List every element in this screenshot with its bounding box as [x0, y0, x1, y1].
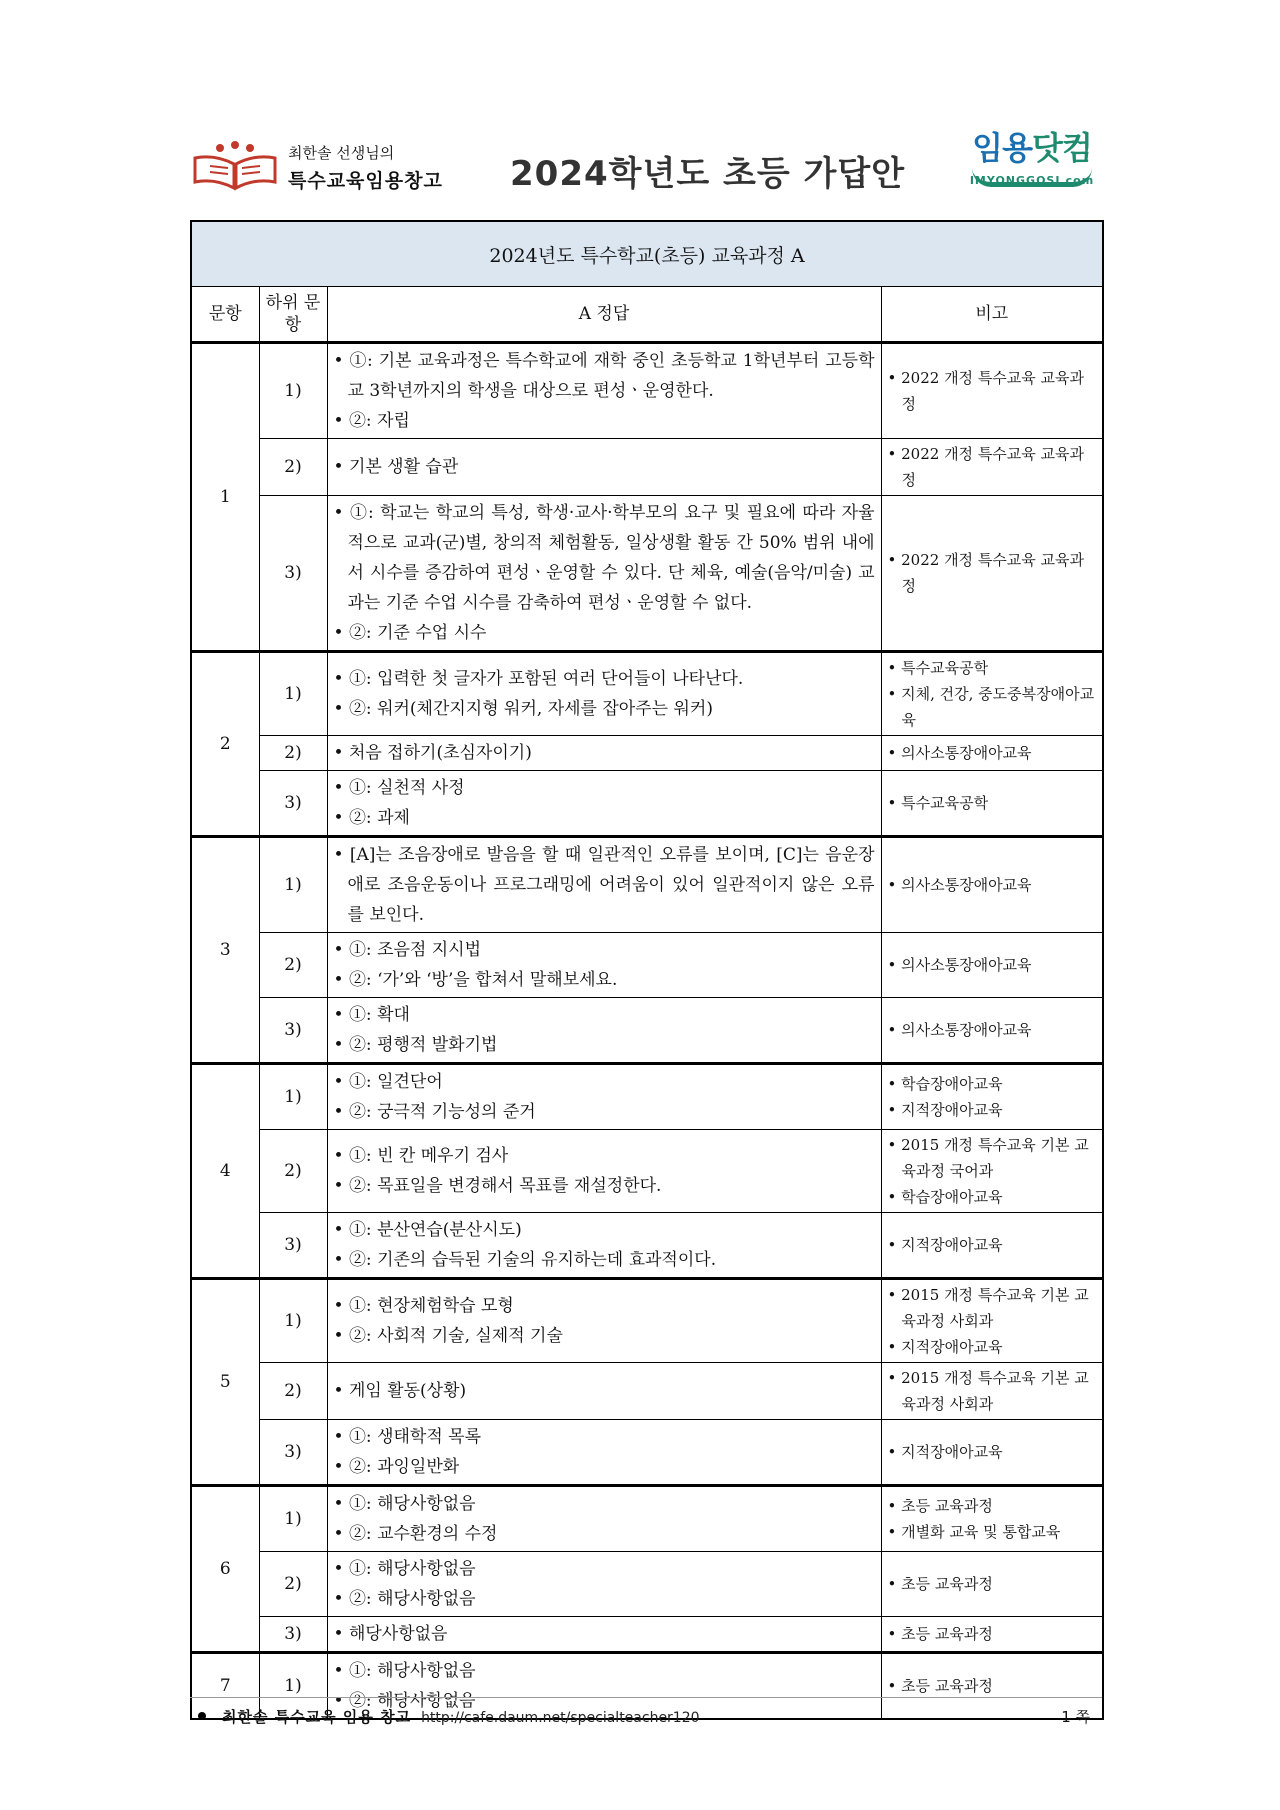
sub-number: 1): [259, 343, 327, 439]
note-item: • 2022 개정 특수교육 교육과정: [887, 551, 1085, 595]
note-cell: [881, 736, 1103, 771]
note-item: • 2015 개정 특수교육 기본 교육과정 사회과: [887, 1286, 1089, 1330]
table-title: 2024년도 특수학교(초등) 교육과정 A: [191, 221, 1103, 287]
note-item: • 특수교육공학: [887, 659, 989, 677]
note-cell: [881, 1486, 1103, 1552]
note-item: • 초등 교육과정: [887, 1677, 993, 1695]
note-cell: [881, 1130, 1103, 1213]
answer-item: • ①: 해당사항없음: [333, 1559, 476, 1579]
answer-cell: [327, 496, 881, 652]
answer-cell: [327, 1064, 881, 1130]
note-cell: [881, 1213, 1103, 1279]
logo-arc-icon: [972, 168, 1092, 187]
answer-cell: [327, 998, 881, 1064]
note-item: • 학습장애아교육: [887, 1075, 1003, 1093]
right-logo-brand-b: 닷컴: [1032, 129, 1092, 167]
right-logo-brand: [962, 130, 1102, 166]
page-number: 1 쪽: [1061, 1708, 1090, 1726]
question-number: 3: [191, 837, 259, 1064]
table-row: [191, 1130, 1103, 1213]
sub-number: 3): [259, 1420, 327, 1486]
table-row: [191, 1363, 1103, 1420]
answer-cell: [327, 1130, 881, 1213]
answer-item: • ②: 기존의 습득된 기술의 유지하는데 효과적이다.: [333, 1250, 717, 1270]
note-item: • 지적장애아교육: [887, 1236, 1003, 1254]
answer-cell: [327, 1363, 881, 1420]
answer-item: • [A]는 조음장애로 발음을 할 때 일관적인 오류를 보이며, [C]는 음운장애로 조음운동이나 프로그래밍에 어려움이 있어 일관적이지 않은 오류를 보인다.: [333, 845, 875, 925]
table-row: [191, 1486, 1103, 1552]
note-cell: [881, 1420, 1103, 1486]
sub-number: 2): [259, 1130, 327, 1213]
header-question: 문항: [191, 287, 259, 343]
answer-item: • ②: 목표일을 변경해서 목표를 재설정한다.: [333, 1176, 662, 1196]
sub-number: 3): [259, 998, 327, 1064]
answer-item: • ②: 해당사항없음: [333, 1589, 476, 1609]
answer-item: • 기본 생활 습관: [333, 457, 459, 477]
left-logo-line1: 최한솔 선생님의: [288, 144, 395, 162]
table-row: [191, 1617, 1103, 1653]
note-item: • 2015 개정 특수교육 기본 교육과정 사회과: [887, 1369, 1089, 1413]
question-number: 4: [191, 1064, 259, 1279]
answer-item: • 해당사항없음: [333, 1624, 448, 1644]
table-row: [191, 1279, 1103, 1363]
note-item: • 의사소통장애아교육: [887, 876, 1032, 894]
sub-number: 3): [259, 771, 327, 837]
note-cell: [881, 652, 1103, 736]
note-item: • 의사소통장애아교육: [887, 744, 1032, 762]
note-cell: [881, 771, 1103, 837]
note-item: • 2015 개정 특수교육 기본 교육과정 국어과: [887, 1136, 1089, 1180]
sub-number: 1): [259, 837, 327, 933]
answer-item: • ②: 워커(체간지지형 워커, 자세를 잡아주는 워커): [333, 699, 713, 719]
note-cell: [881, 933, 1103, 998]
note-item: • 지체, 건강, 중도중복장애아교육: [887, 685, 1095, 729]
sub-number: 2): [259, 439, 327, 496]
note-cell: [881, 1064, 1103, 1130]
answer-item: • ②: 해당사항없음: [333, 1691, 476, 1711]
answer-cell: [327, 439, 881, 496]
sub-number: 3): [259, 1213, 327, 1279]
sub-number: 1): [259, 1653, 327, 1720]
table-row: [191, 439, 1103, 496]
table-row: [191, 933, 1103, 998]
answer-item: • ②: 과제: [333, 808, 410, 828]
answer-item: • ①: 기본 교육과정은 특수학교에 재학 중인 초등학교 1학년부터 고등학교 3학년까지의 학생을 대상으로 편성ㆍ운영한다.: [333, 351, 875, 401]
table-row: [191, 736, 1103, 771]
page-footer: [190, 1697, 1102, 1727]
answer-item: • ②: 평행적 발화기법: [333, 1035, 498, 1055]
table-row: [191, 496, 1103, 652]
answer-item: • ①: 빈 칸 메우기 검사: [333, 1146, 509, 1166]
question-number: 6: [191, 1486, 259, 1653]
note-cell: [881, 496, 1103, 652]
answer-cell: [327, 736, 881, 771]
answer-cell: [327, 1617, 881, 1653]
answer-item: • ①: 실천적 사정: [333, 778, 465, 798]
left-logo: [190, 138, 460, 198]
note-cell: [881, 837, 1103, 933]
table-row: [191, 1552, 1103, 1617]
sub-number: 2): [259, 933, 327, 998]
answer-item: • ①: 일견단어: [333, 1072, 443, 1092]
answer-item: • ②: ‘가’와 ‘방’을 합쳐서 말해보세요.: [333, 970, 618, 990]
answer-item: • ①: 학교는 학교의 특성, 학생·교사·학부모의 요구 및 필요에 따라 자율적으로 교과(군)별, 창의적 체험활동, 일상생활 활동 간 50% 범위 내에서 시수를 증감하여 편성ㆍ운영할 수 있다. 단 체육, 예술(음악/미술) 교과는 기준 수업 시수를 감축하여 편성ㆍ운영할 수 없다.: [333, 503, 875, 613]
note-item: • 개별화 교육 및 통합교육: [887, 1523, 1061, 1541]
note-item: • 2022 개정 특수교육 교육과정: [887, 445, 1085, 489]
note-item: • 2022 개정 특수교육 교육과정: [887, 369, 1085, 413]
note-item: • 지적장애아교육: [887, 1338, 1003, 1356]
note-item: • 의사소통장애아교육: [887, 956, 1032, 974]
answer-item: • ①: 현장체험학습 모형: [333, 1296, 514, 1316]
answer-item: • ②: 궁극적 기능성의 준거: [333, 1102, 536, 1122]
note-item: • 지적장애아교육: [887, 1443, 1003, 1461]
answer-item: • ①: 해당사항없음: [333, 1661, 476, 1681]
sub-number: 2): [259, 736, 327, 771]
footer-url[interactable]: http://cafe.daum.net/specialteacher120: [421, 1710, 700, 1726]
answer-item: • ②: 기준 수업 시수: [333, 623, 487, 643]
right-logo-sub: IMYONGGOSI.com: [969, 174, 1095, 187]
answer-item: • ①: 해당사항없음: [333, 1494, 476, 1514]
note-item: • 초등 교육과정: [887, 1625, 993, 1643]
note-cell: [881, 1617, 1103, 1653]
sub-number: 3): [259, 496, 327, 652]
bullet-icon: [198, 1712, 206, 1720]
answer-item: • ②: 과잉일반화: [333, 1457, 460, 1477]
answer-cell: [327, 1279, 881, 1363]
header-note: 비고: [881, 287, 1103, 343]
answer-item: • ①: 분산연습(분산시도): [333, 1220, 522, 1240]
footer-name: 최한솔 특수교육 임용 창고: [222, 1708, 412, 1726]
question-number: 7: [191, 1653, 259, 1720]
answer-cell: [327, 933, 881, 998]
sub-number: 1): [259, 652, 327, 736]
answer-item: • 게임 활동(상황): [333, 1381, 467, 1401]
question-number: 1: [191, 343, 259, 652]
answer-item: • ①: 생태학적 목록: [333, 1427, 482, 1447]
answer-cell: [327, 1552, 881, 1617]
answer-cell: [327, 1213, 881, 1279]
table-row: [191, 837, 1103, 933]
table-row: [191, 771, 1103, 837]
question-number: 5: [191, 1279, 259, 1486]
sub-number: 2): [259, 1552, 327, 1617]
note-item: • 의사소통장애아교육: [887, 1021, 1032, 1039]
sub-number: 1): [259, 1486, 327, 1552]
answer-cell: [327, 771, 881, 837]
note-cell: [881, 343, 1103, 439]
answer-cell: [327, 343, 881, 439]
answer-item: • ①: 확대: [333, 1005, 410, 1025]
note-cell: [881, 1552, 1103, 1617]
answer-cell: [327, 1486, 881, 1552]
right-logo: [962, 130, 1102, 210]
left-logo-line2: 특수교육임용창고: [288, 170, 443, 192]
table-row: [191, 652, 1103, 736]
answer-item: • ①: 조음점 지시법: [333, 940, 482, 960]
table-row: [191, 1420, 1103, 1486]
answer-table: [190, 220, 1104, 1720]
note-item: • 특수교육공학: [887, 794, 989, 812]
header-answer: A 정답: [327, 287, 881, 343]
document-title: 2024학년도 초등 가답안: [510, 154, 906, 194]
header-sub: 하위 문항: [259, 287, 327, 343]
note-item: • 학습장애아교육: [887, 1188, 1003, 1206]
table-row: [191, 343, 1103, 439]
books-people-logo-icon: [190, 138, 280, 194]
note-cell: [881, 1279, 1103, 1363]
note-cell: [881, 439, 1103, 496]
table-row: [191, 998, 1103, 1064]
note-item: • 초등 교육과정: [887, 1575, 993, 1593]
table-row: [191, 1064, 1103, 1130]
note-cell: [881, 998, 1103, 1064]
note-cell: [881, 1363, 1103, 1420]
table-row: [191, 1213, 1103, 1279]
answer-item: • ②: 자립: [333, 411, 410, 431]
note-item: • 초등 교육과정: [887, 1497, 993, 1515]
answer-cell: [327, 837, 881, 933]
answer-item: • 처음 접하기(초심자이기): [333, 743, 532, 763]
right-logo-brand-a: 임용: [972, 129, 1032, 167]
page-header: [190, 130, 1102, 210]
sub-number: 1): [259, 1064, 327, 1130]
answer-item: • ②: 교수환경의 수정: [333, 1524, 498, 1544]
answer-cell: [327, 652, 881, 736]
answer-cell: [327, 1420, 881, 1486]
sub-number: 3): [259, 1617, 327, 1653]
question-number: 2: [191, 652, 259, 837]
answer-item: • ①: 입력한 첫 글자가 포함된 여러 단어들이 나타난다.: [333, 669, 744, 689]
sub-number: 2): [259, 1363, 327, 1420]
answer-item: • ②: 사회적 기술, 실제적 기술: [333, 1326, 563, 1346]
note-item: • 지적장애아교육: [887, 1101, 1003, 1119]
sub-number: 1): [259, 1279, 327, 1363]
